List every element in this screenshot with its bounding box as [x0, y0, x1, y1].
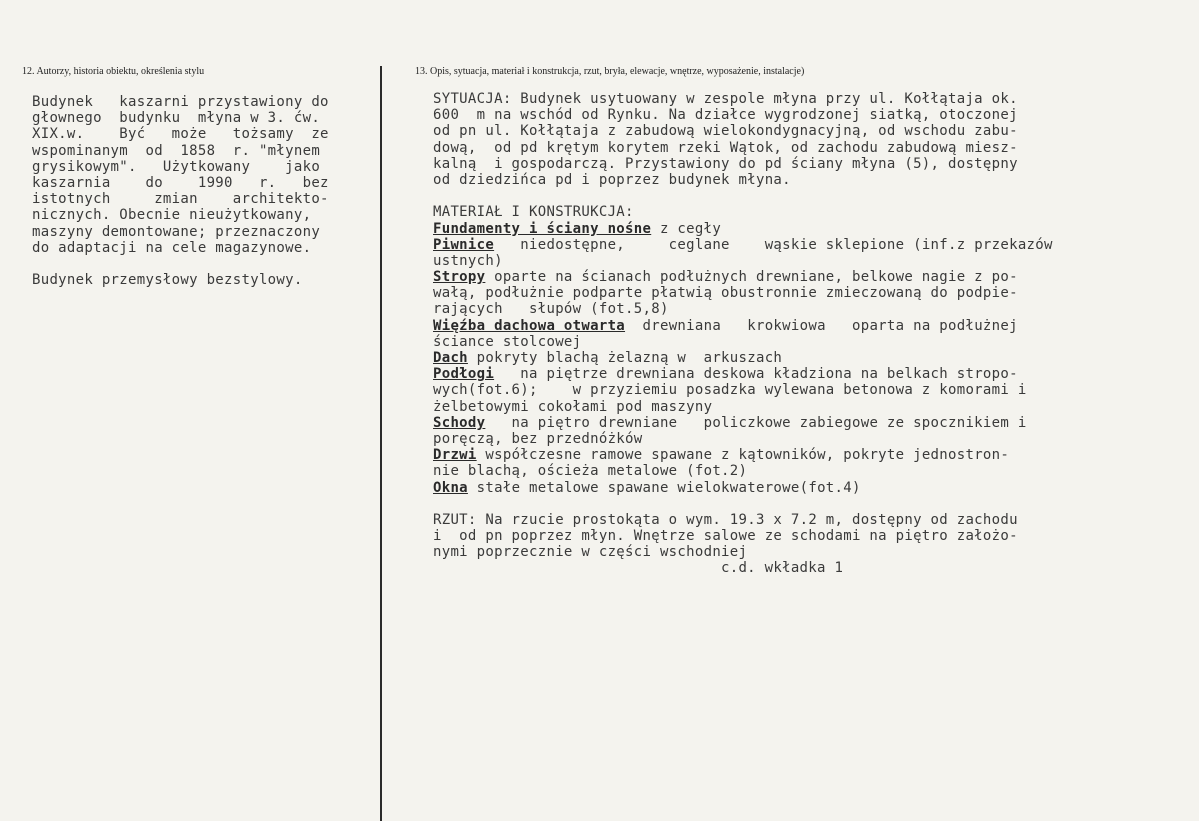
continuation-note: c.d. wkładka 1 [721, 560, 844, 577]
material-description: ściance stolcowej [433, 333, 582, 350]
material-term: Fundamenty i ściany nośne [433, 220, 652, 237]
material-line [433, 366, 1099, 382]
material-term: Schody [433, 414, 486, 431]
material-description: wych(fot.6); w przyziemiu posadzka wylewana betonowa z komorami i [433, 382, 1027, 399]
material-term: Piwnice [433, 236, 495, 253]
material-line [433, 334, 1099, 350]
material-description: żelbetowymi cokołami pod maszyny [433, 398, 713, 415]
material-description: poręczą, bez przednóżków [433, 430, 643, 447]
material-line [433, 399, 1099, 415]
material-description: niedostępne, ceglane wąskie sklepione (inf.z przekazów [494, 236, 1053, 253]
material-line [433, 463, 1099, 479]
material-description: drewniana krokwiowa oparta na podłużnej [625, 317, 1018, 334]
history-line: grysikowym". Użytkowany jako [32, 158, 321, 175]
material-description: z cegły [651, 220, 722, 237]
material-description: pokryty blachą żelazną w arkuszach [467, 350, 783, 366]
situation-line: SYTUACJA: Budynek usytuowany w zespole młyna przy ul. Kołłątaja ok. [433, 91, 1018, 107]
plan-line: RZUT: Na rzucie prostokąta o wym. 19.3 x 7.2 m, dostępny od zachodu [433, 511, 1018, 528]
material-title: MATERIAŁ I KONSTRUKCJA: [433, 204, 634, 221]
material-line [433, 221, 1099, 237]
material-line [433, 480, 1099, 496]
plan-paragraph [433, 512, 1099, 561]
material-list [433, 221, 1099, 496]
situation-paragraph [433, 91, 1099, 188]
material-line [433, 447, 1099, 463]
situation-line: dową, od pd krętym korytem rzeki Wątok, od zachodu zabudową miesz- [433, 139, 1018, 156]
history-line: kaszarnia do 1990 r. bez [32, 174, 329, 191]
plan-line: nymi poprzecznie w części wschodniej [433, 544, 748, 561]
material-description: nie blachą, ościeża metalowe (fot.2) [433, 463, 748, 480]
material-line [433, 253, 1099, 269]
history-line: do adaptacji na cele magazynowe. [32, 239, 312, 256]
material-description: na piętrze drewniana deskowa kładziona na belkach stropo- [494, 366, 1018, 383]
history-text [32, 94, 362, 288]
material-line [433, 285, 1099, 301]
material-line [433, 237, 1099, 253]
history-line: wspominanym od 1858 r. "młynem [32, 142, 321, 159]
material-term: Stropy [433, 269, 486, 286]
material-description: oparte na ścianach podłużnych drewniane, belkowe nagie z po- [485, 269, 1018, 286]
material-term: Więźba dachowa otwarta [433, 317, 626, 334]
material-line [433, 269, 1099, 285]
situation-line: od dziedzińca pd i poprzez budynek młyna. [433, 171, 791, 188]
material-term: Dach [433, 350, 468, 366]
description-text [433, 91, 1099, 577]
material-description: na piętro drewniane policzkowe zabiegowe ze spocznikiem i [485, 414, 1027, 431]
history-line: Budynek przemysłowy bezstylowy. [32, 272, 303, 289]
situation-line: 600 m na wschód od Rynku. Na działce wygrodzonej siatką, otoczonej [433, 107, 1018, 124]
history-line: istotnych zmian architekto- [32, 191, 329, 208]
material-line [433, 350, 1099, 366]
situation-line: od pn ul. Kołłątaja z zabudową wielokondygnacyjną, od wschodu zabu- [433, 123, 1018, 140]
plan-line: i od pn poprzez młyn. Wnętrze salowe ze schodami na piętro założo- [433, 528, 1018, 545]
material-description: wałą, podłużnie podparte płatwią obustronnie zmieczowaną do podpie- [433, 285, 1018, 302]
history-line: maszyny demontowane; przeznaczony [32, 223, 321, 240]
material-description: stałe metalowe spawane wielokwaterowe(fot.4) [467, 479, 861, 496]
material-term: Drzwi [433, 447, 477, 464]
column-divider [380, 66, 382, 821]
material-description: ustnych) [433, 252, 503, 269]
material-line [433, 301, 1099, 317]
material-line [433, 415, 1099, 431]
history-line: Budynek kaszarni przystawiony do [32, 94, 329, 110]
material-term: Podłogi [433, 366, 495, 383]
history-line: XIX.w. Być może tożsamy ze [32, 126, 329, 143]
material-description: rających słupów (fot.5,8) [433, 301, 669, 318]
history-line [32, 256, 362, 272]
material-line [433, 382, 1099, 398]
material-description: współczesne ramowe spawane z kątowników, pokryte jednostron- [476, 447, 1010, 464]
material-line [433, 431, 1099, 447]
material-term: Okna [433, 479, 468, 496]
history-line: nicznych. Obecnie nieużytkowany, [32, 207, 312, 224]
material-line [433, 318, 1099, 334]
situation-line: kalną i gospodarczą. Przystawiony do pd ściany młyna (5), dostępny [433, 155, 1018, 172]
section-13-header: 13. Opis, sytuacja, materiał i konstrukcja, rzut, bryła, elewacje, wnętrze, wyposażenie, instalacje) [415, 66, 805, 77]
section-12-header: 12. Autorzy, historia obiektu, określenia stylu [22, 66, 205, 77]
history-line: głownego budynku młyna w 3. ćw. [32, 110, 321, 127]
